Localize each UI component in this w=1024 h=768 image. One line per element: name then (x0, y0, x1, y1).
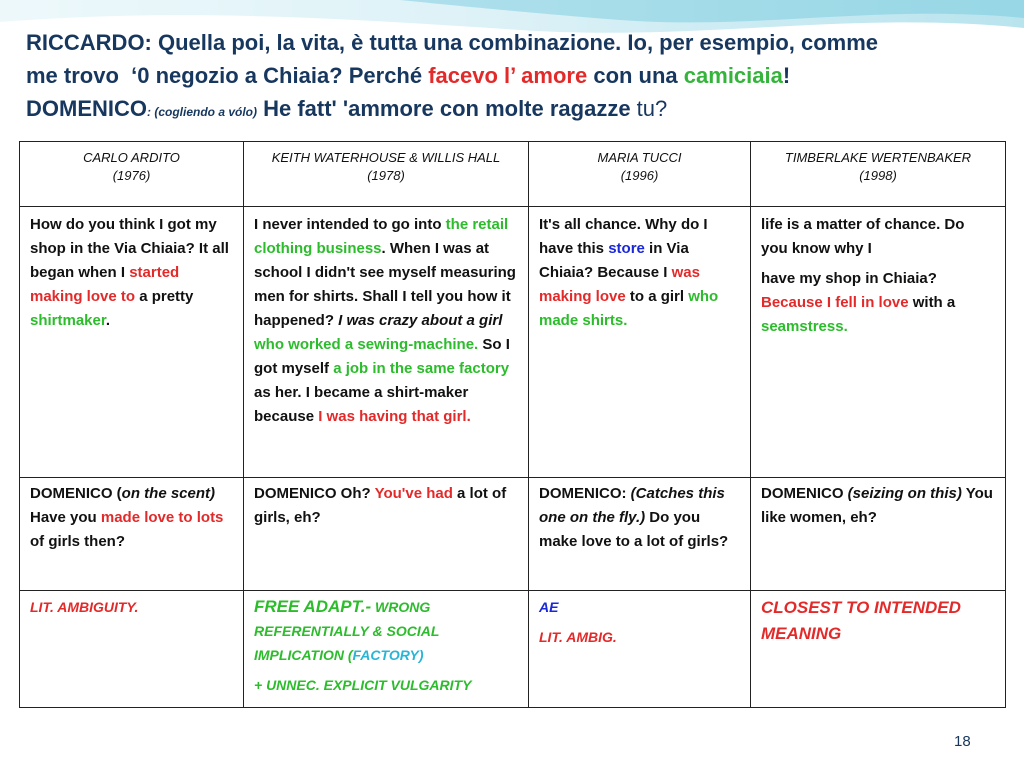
cell-highlight: who worked a sewing-machine. (254, 336, 479, 353)
table-cell (751, 478, 1006, 591)
cell-highlight: Because I fell in love (761, 294, 909, 311)
title-text: tu? (630, 96, 668, 121)
translator-name: KEITH WATERHOUSE & WILLIS HALL (271, 150, 501, 165)
cell-highlight: started making love to (30, 264, 180, 305)
title-speaker: DOMENICO (26, 96, 147, 121)
assessment-label: LIT. AMBIGUITY. (30, 599, 139, 615)
translation-year: (1976) (112, 168, 151, 183)
cell-text: DOMENICO Oh? (254, 485, 375, 502)
assessment-label: + UNNEC. EXPLICIT VULGARITY (254, 677, 472, 693)
title-text: me trovo ‘0 negozio a Chiaia? Perché (26, 63, 429, 88)
title-highlight-camiciaia: camiciaia (683, 63, 783, 88)
table-cell (529, 591, 751, 708)
cell-italic: (seizing on this) (847, 485, 962, 502)
table-cell (529, 478, 751, 591)
cell-text: So I got myself (254, 336, 510, 377)
assessment-highlight: FACTORY) (352, 647, 424, 663)
cell-highlight: was making love (539, 264, 700, 305)
cell-text: DOMENICO: (539, 485, 631, 502)
cell-highlight: the retail clothing business (254, 216, 509, 257)
header-cell (244, 142, 529, 207)
title-text: con una (587, 63, 684, 88)
table-cell (244, 591, 529, 708)
title-line-3 (26, 92, 1001, 129)
table-row-domenico (20, 478, 1006, 591)
cell-italic: (Catches this one on the fly.) (539, 485, 725, 526)
header-cell (20, 142, 244, 207)
cell-text: as her. I became a shirt-maker because (254, 384, 469, 425)
table-cell (244, 478, 529, 591)
page-number: 18 (954, 733, 971, 750)
translation-year: (1978) (367, 168, 405, 183)
cell-text: I never intended to go into (254, 216, 446, 233)
cell-text: have my shop in Chiaia? (761, 270, 937, 287)
cell-italic: I was crazy about a girl (338, 312, 503, 329)
assessment-label: LIT. AMBIG. (539, 629, 617, 645)
translator-name: CARLO ARDITO (83, 150, 180, 165)
cell-text: . (105, 312, 111, 329)
cell-highlight: You've had (374, 485, 453, 502)
table-row-riccardo (20, 207, 1006, 478)
cell-text: You like women, eh? (761, 485, 993, 526)
header-cell (751, 142, 1006, 207)
header-cell (529, 142, 751, 207)
translator-name: TIMBERLAKE WERTENBAKER (784, 150, 972, 165)
table-cell (20, 591, 244, 708)
table-cell (751, 207, 1006, 478)
cell-highlight: store (608, 240, 645, 257)
table-cell (244, 207, 529, 478)
cell-text: in Via Chiaia? Because I (539, 240, 689, 281)
translation-comparison-table (19, 141, 1006, 708)
cell-highlight: seamstress. (761, 318, 848, 335)
translator-name: MARIA TUCCI (597, 150, 682, 165)
cell-highlight: who made shirts. (539, 288, 719, 329)
cell-text: with a (908, 294, 956, 311)
cell-text: of girls then? (30, 533, 125, 550)
cell-text: Have you (30, 509, 101, 526)
cell-highlight: made love to lots (100, 509, 224, 526)
table-row-assessment (20, 591, 1006, 708)
cell-text: life is a matter of chance. Do you know why I (761, 216, 965, 257)
title-text: ! (782, 63, 791, 88)
table-cell (751, 591, 1006, 708)
assessment-label: FREE ADAPT.- (254, 597, 372, 616)
cell-text: . When I was at school I didn't see myself measuring men for shirts. Shall I tell you how it happened? (254, 240, 516, 329)
cell-text: a pretty (135, 288, 194, 305)
cell-text: It's all chance. Why do I have this (539, 216, 708, 257)
title-stage-direction: : (cogliendo a vólo) (147, 105, 257, 119)
cell-text: a lot of girls, eh? (254, 485, 507, 526)
cell-highlight: I was having that girl. (318, 408, 471, 425)
title-text: He fatt' 'ammore con molte ragazze (257, 96, 631, 121)
slide-title (26, 26, 1001, 129)
cell-text: DOMENICO ( (30, 485, 122, 502)
table-cell (20, 207, 244, 478)
translation-year: (1996) (620, 168, 659, 183)
title-line-2 (26, 59, 1001, 92)
cell-highlight: shirtmaker (30, 312, 106, 329)
translation-year: (1998) (859, 168, 897, 183)
assessment-label: WRONG REFERENTIALLY & SOCIAL IMPLICATION ( (254, 599, 440, 663)
cell-text: to a girl (625, 288, 689, 305)
table-cell (20, 478, 244, 591)
assessment-label: AE (539, 599, 559, 615)
assessment-label: CLOSEST TO INTENDED MEANING (761, 598, 961, 643)
cell-text: Do you make love to a lot of girls? (539, 509, 729, 550)
cell-text: DOMENICO (761, 485, 848, 502)
title-line-1: RICCARDO: Quella poi, la vita, è tutta una combinazione. Io, per esempio, comme (26, 30, 879, 55)
title-highlight-love: facevo l’ amore (428, 63, 588, 88)
table-header-row (20, 142, 1006, 207)
cell-italic: on the scent) (121, 485, 216, 502)
cell-text: How do you think I got my shop in the Via Chiaia? It all began when I (30, 216, 229, 281)
table-cell (529, 207, 751, 478)
cell-highlight: a job in the same factory (333, 360, 510, 377)
